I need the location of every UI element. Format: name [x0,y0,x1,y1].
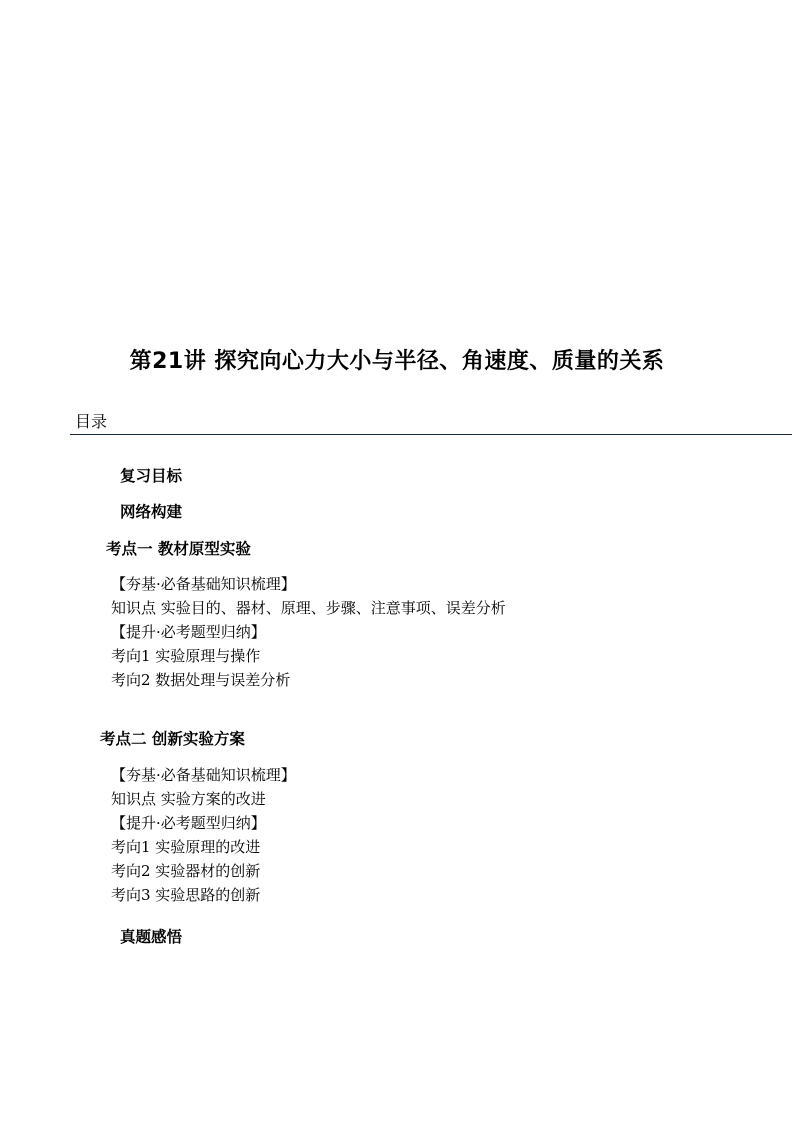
toc-section1-basics[interactable]: 【夯基·必备基础知识梳理】 [111,575,296,593]
toc-network[interactable]: 网络构建 [120,502,183,521]
toc-real-exam[interactable]: 真题感悟 [120,927,183,946]
toc-section1-improve[interactable]: 【提升·必考题型归纳】 [111,623,266,641]
document-title: 第21讲 探究向心力大小与半径、角速度、质量的关系 [129,349,665,374]
toc-review-goals[interactable]: 复习目标 [120,466,183,485]
toc-section2-basics[interactable]: 【夯基·必备基础知识梳理】 [111,766,296,784]
toc-section1-heading[interactable]: 考点一 教材原型实验 [106,539,251,558]
toc-section2-knowledge[interactable]: 知识点 实验方案的改进 [111,790,266,808]
toc-section2-dir3[interactable]: 考向3 实验思路的创新 [111,886,261,904]
toc-section2-heading[interactable]: 考点二 创新实验方案 [100,729,245,748]
toc-section1-knowledge[interactable]: 知识点 实验目的、器材、原理、步骤、注意事项、误差分析 [111,599,506,617]
toc-section1-dir2[interactable]: 考向2 数据处理与误差分析 [111,671,291,689]
toc-divider [70,434,792,435]
toc-section2-dir2[interactable]: 考向2 实验器材的创新 [111,862,261,880]
toc-section2-improve[interactable]: 【提升·必考题型归纳】 [111,814,266,832]
toc-section1-dir1[interactable]: 考向1 实验原理与操作 [111,647,261,665]
toc-label: 目录 [75,412,108,431]
toc-section2-dir1[interactable]: 考向1 实验原理的改进 [111,838,261,856]
